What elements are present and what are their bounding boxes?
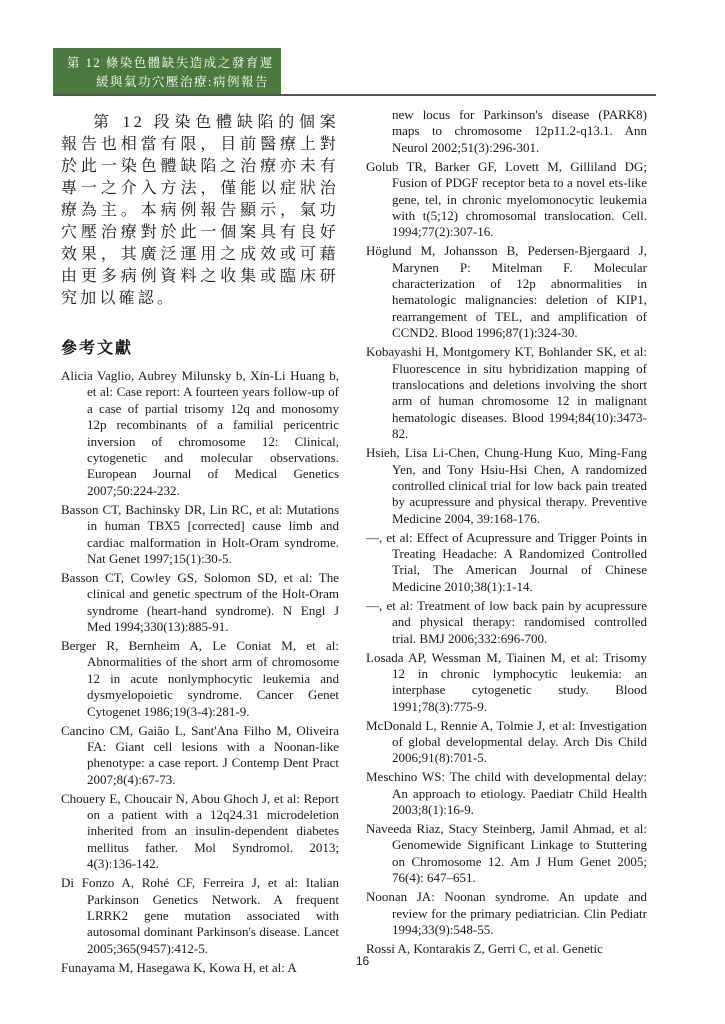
reference-item: Kobayashi H, Montgomery KT, Bohlander SK, et al: Fluorescence in situ hybridization mapping of translocations and deletions involving the short arm of human chromosome 12 in malignant hematologic diseases. Blood 1994;84(10):3473-82. [366,344,647,442]
header-divider [53,94,656,96]
reference-item: Funayama M, Hasegawa K, Kowa H, et al: A [61,959,297,975]
running-header-line-2: 緩與氣功穴壓治療:病例報告 [96,75,269,89]
intro-paragraph: 第 12 段染色體缺陷的個案報告也相當有限，目前醫療上對於此一染色體缺陷之治療亦未有專一之介入方法，僅能以症狀治療為主。本病例報告顯示，氣功穴壓治療對於此一個案具有良好效果，其廣泛運用之成效或可藉由更多病例資料之收集或臨床研究加以確認。 [61,114,339,307]
right-column [366,107,647,960]
reference-item: Basson CT, Bachinsky DR, Lin RC, et al: Mutations in human TBX5 [corrected] cause limb and cardiac malformation in Holt-Oram syndrome. Nat Genet 1997;15(1):30-5. [61,501,339,566]
reference-continuation: new locus for Parkinson's disease (PARK8) maps to chromosome 12p11.2-q13.1. Ann Neurol 2002;51(3):296-301. [392,107,647,155]
reference-item: Hsieh, Lisa Li-Chen, Chung-Hung Kuo, Ming-Fang Yen, and Tony Hsiu-Hsi Chen, A randomized controlled clinical trial for low back pain treated by acupressure and physical therapy. Preventive Medicine 2004, 39:168-176. [366,445,647,526]
reference-item: —, et al: Effect of Acupressure and Trigger Points in Treating Headache: A Randomized Controlled Trial, The American Journal of Chinese Medicine 2010;38(1):1-14. [366,529,647,594]
reference-item: Alicia Vaglio, Aubrey Milunsky b, Xin-Li Huang b, et al: Case report: A fourteen years follow-up of a case of partial trisomy 12q and monosomy 12p recombinants of a familial pericentric inversion of chromosome 12: Clinical, cytogenetic and molecular observations. European Journal of Medical Genetics 2007;50:224-232. [61,368,339,498]
running-header-line-1: 第 12 條染色體缺失造成之發育遲 [67,56,274,70]
reference-item: Basson CT, Cowley GS, Solomon SD, et al: The clinical and genetic spectrum of the Holt-Oram syndrome (heart-hand syndrome). N Engl J Med 1994;330(13):885-91. [61,569,339,635]
references-heading: 參考文獻 [61,340,134,357]
reference-item: Naveeda Riaz, Stacy Steinberg, Jamil Ahmad, et al: Genomewide Significant Linkage to Stuttering on Chromosome 12. Am J Hum Genet 2005; 76(4): 647–651. [366,821,647,886]
reference-item: Losada AP, Wessman M, Tiainen M, et al: Trisomy 12 in chronic lymphocytic leukemia: an interphase cytogenetic study. Blood 1991;78(3):775-9. [366,649,647,714]
reference-item: —, et al: Treatment of low back pain by acupressure and physical therapy: randomised controlled trial. BMJ 2006;332:696-700. [366,597,647,646]
reference-item: Meschino WS: The child with developmental delay: An approach to etiology. Paediatr Child Health 2003;8(1):16-9. [366,769,647,818]
reference-list-left [61,368,339,976]
page-number: 16 [355,954,370,968]
left-column [61,112,339,979]
reference-item: Berger R, Bernheim A, Le Coniat M, et al: Abnormalities of the short arm of chromosome 12 in acute nonlymphocytic leukemia and dysmyelopoietic syndrome. Cancer Genet Cytogenet 1986;19(3-4):281-9. [61,638,339,719]
reference-item: Golub TR, Barker GF, Lovett M, Gilliland DG; Fusion of PDGF receptor beta to a novel ets-like gene, tel, in chronic myelomonocytic leukemia with t(5;12) chromosomal translocation. Cell. 1994;77(2):307-16. [366,158,647,240]
reference-item: Noonan JA: Noonan syndrome. An update and review for the primary pediatrician. Clin Pediatr 1994;33(9):548-55. [366,889,647,937]
reference-item: Rossi A, Kontarakis Z, Gerri C, et al. Genetic [366,940,603,956]
reference-item: McDonald L, Rennie A, Tolmie J, et al: Investigation of global developmental delay. Arch Dis Child 2006;91(8):701-5. [366,717,647,766]
running-header [53,48,281,94]
reference-item: Höglund M, Johansson B, Pedersen-Bjergaard J, Marynen P: Mitelman F. Molecular characterization of 12p abnormalities in hematologic malignancies: deletion of KIP1, rearrangement of TEL, and amplification of CCND2. Blood 1996;87(1):324-30. [366,243,647,341]
reference-item: Chouery E, Choucair N, Abou Ghoch J, et al: Report on a patient with a 12q24.31 microdeletion inherited from an insulin-dependent diabetes mellitus father. Mol Syndromol. 2013; 4(3):136-142. [61,790,339,872]
reference-item: Cancino CM, Gaião L, Sant'Ana Filho M, Oliveira FA: Giant cell lesions with a Noonan-like phenotype: a case report. J Contemp Dent Pract 2007;8(4):67-73. [61,722,339,787]
reference-item: Di Fonzo A, Rohé CF, Ferreira J, et al: Italian Parkinson Genetics Network. A frequent LRRK2 gene mutation associated with autosomal dominant Parkinson's disease. Lancet 2005;365(9457):412-5. [61,875,339,956]
